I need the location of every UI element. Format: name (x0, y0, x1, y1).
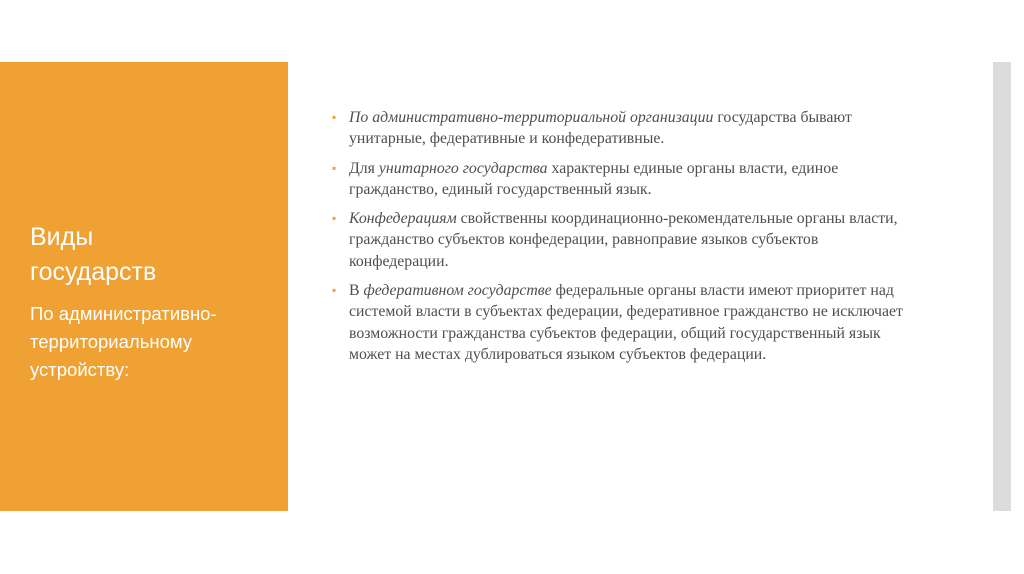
bullet-list (327, 107, 917, 373)
bullet-italic-text: федеративном государстве (363, 282, 552, 300)
slide-subtitle: По административно-территориальному устройству: (30, 303, 217, 380)
bullet-text: характерны единые органы власти, единое гражданство, единый государственный язык. (349, 159, 839, 198)
slide-title (30, 220, 270, 290)
bullet-marker-icon: ▪ (332, 160, 337, 175)
scrollbar[interactable] (993, 62, 1011, 511)
bullet-text: федеральные органы власти имеют приоритет над системой власти в субъектах федерации, федеративное гражданство не исключает возможности гражданства субъектов федерации, общий государственный язык может на местах дублироваться языком субъектов федерации. (349, 282, 903, 363)
bullet-italic-text: унитарного государства (378, 159, 548, 177)
title-line-2: государств (30, 258, 157, 286)
bullet-italic-text: По административно-территориальной организации (349, 109, 714, 126)
bullet-item (327, 158, 917, 201)
bullet-lead-text: В (349, 282, 364, 300)
bullet-lead-text: Для (349, 159, 379, 177)
bullet-italic-text: Конфедерациям (349, 210, 457, 228)
bullet-item (327, 208, 917, 272)
title-line-1: Виды (30, 223, 94, 251)
bullet-marker-icon: ▪ (332, 211, 337, 226)
bullet-text: свойственны координационно-рекомендательные органы власти, гражданство субъектов конфедерации, равноправие языков субъектов конфедерации. (349, 210, 898, 270)
bullet-marker-icon: ▪ (332, 110, 337, 124)
bullet-text: государства бывают унитарные, федеративные и конфедеративные. (349, 109, 852, 148)
bullet-item (327, 107, 917, 150)
bullet-item (327, 280, 917, 365)
bullet-marker-icon: ▪ (332, 283, 337, 298)
